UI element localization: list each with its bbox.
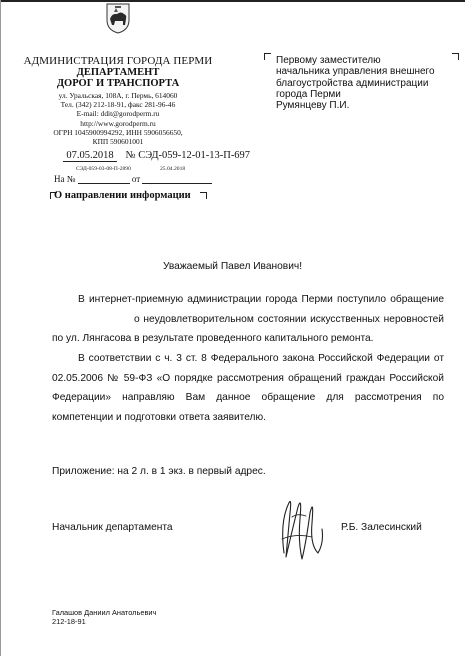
addressee-line-4: города Перми <box>276 88 341 100</box>
scan-top-edge <box>0 0 465 2</box>
signatory-role: Начальник департамента <box>52 522 173 533</box>
addressee-line-3: благоустройства администрации <box>276 77 429 89</box>
letterhead <box>18 55 218 146</box>
subject-bracket-right <box>200 192 207 199</box>
department-ogrn-inn: ОГРН 1045900994292, ИНН 5906056650, <box>53 127 183 137</box>
addressee-line-1: Первому заместителю <box>276 55 381 66</box>
scan-left-edge <box>0 0 1 656</box>
addressee-bracket-left <box>264 53 271 60</box>
department-website: http://www.gorodperm.ru <box>80 118 156 128</box>
greeting: Уважаемый Павел Иванович! <box>162 261 303 272</box>
letter-date: 07.05.2018 <box>63 150 117 162</box>
letter-subject: О направлении информации <box>54 190 191 201</box>
executor-block <box>52 608 156 626</box>
body-paragraph-2-text: В соответствии с ч. 3 ст. 8 Федерального закона Российской Федерации от 02.05.2006 № 59-ФЗ «О порядке рассмотрения обращений граждан Российской Федерации» направляю Вам данное обращение для рассмотрения по компетенции и подготовки ответа заявителю. <box>52 353 444 423</box>
reply-to-label: На № <box>54 174 76 184</box>
body-paragraph-1-rest <box>52 310 444 349</box>
executor-name: Галашов Даниил Анатольевич <box>52 608 157 617</box>
body-paragraph-1-continuation: о неудовлетворительном состоянии искусственных неровностей по ул. Лянгасова в результате проведенного капитального ремонта. <box>52 313 444 344</box>
handwritten-signature <box>262 483 332 565</box>
number-sign: № <box>125 150 136 161</box>
department-kpp: КПП 590601001 <box>92 137 144 147</box>
body-paragraph-1 <box>52 290 444 349</box>
incoming-reference: СЭД-059-03-08-П-2890 <box>76 166 131 172</box>
addressee-line-2: начальника управления внешнего <box>276 66 435 78</box>
addressee-line-5: Румянцеву П.И. <box>276 100 350 112</box>
administration-title: АДМИНИСТРАЦИЯ ГОРОДА ПЕРМИ <box>23 55 213 67</box>
reply-from-label: от <box>131 174 141 184</box>
letter-number: СЭД-059-12-01-13-П-697 <box>138 150 251 161</box>
department-address: ул. Уральская, 108А, г. Пермь, 614060 <box>58 91 178 100</box>
body-paragraph-2 <box>52 349 444 427</box>
incoming-date: 25.04.2018 <box>160 166 186 172</box>
perm-coat-of-arms-icon <box>105 2 131 34</box>
body-paragraph-1-line-1: В интернет-приемную администрации города Перми поступило обращение <box>78 294 444 305</box>
signatory-name: Р.Б. Залесинский <box>341 522 422 533</box>
department-email: E-mail: ddit@gorodperm.ru <box>76 109 160 119</box>
attachment-note: Приложение: на 2 л. в 1 экз. в первый адрес. <box>52 466 266 477</box>
department-title-line-1: ДЕПАРТАМЕНТ <box>76 67 160 78</box>
department-phone: Тел. (342) 212-18-91, факс 281-96-46 <box>60 100 176 110</box>
addressee-block <box>276 55 456 111</box>
department-title-line-2: ДОРОГ И ТРАНСПОРТА <box>56 78 180 89</box>
executor-phone: 212-18-91 <box>52 617 86 626</box>
reply-from-date-blank <box>142 174 212 184</box>
reply-to-row <box>54 174 212 184</box>
reply-to-number-blank <box>78 174 130 184</box>
registration-line <box>63 150 250 162</box>
